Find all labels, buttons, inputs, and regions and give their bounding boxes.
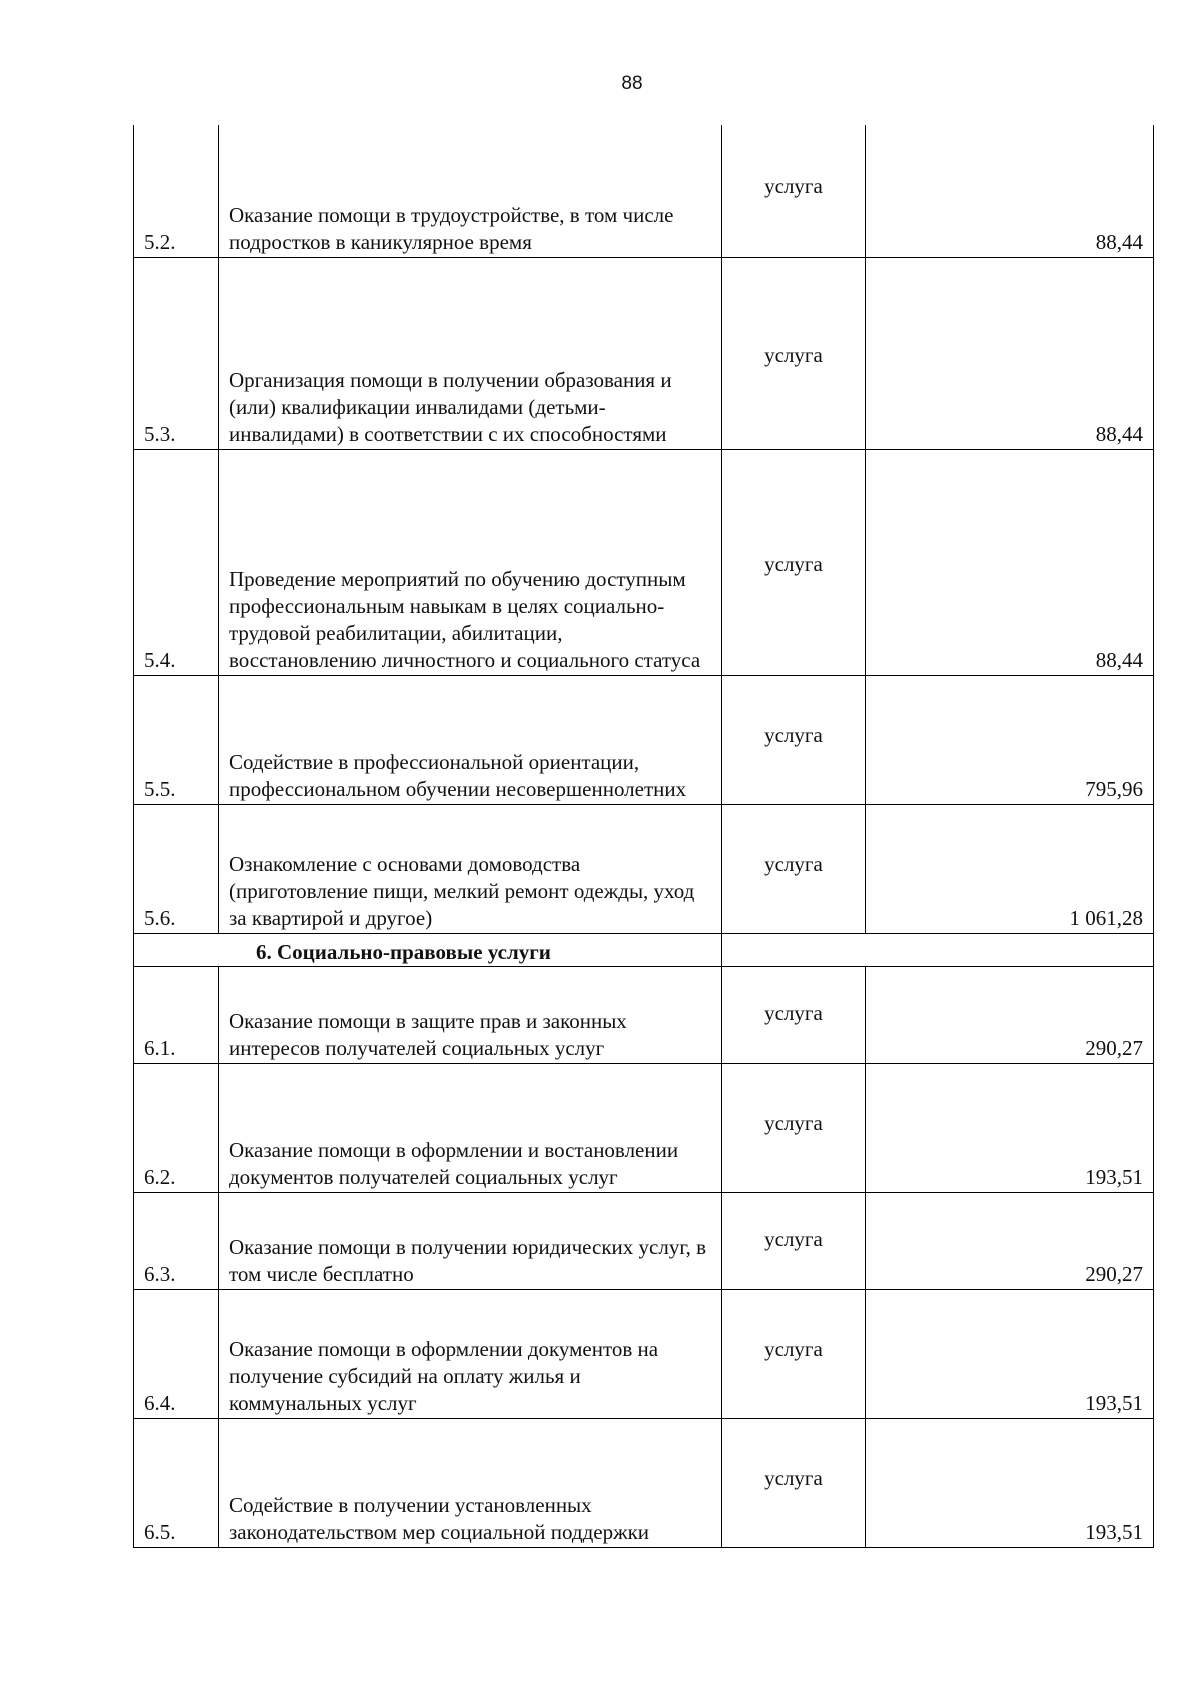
table-row [134, 966, 1154, 1063]
unit-of-measure: услуга [722, 675, 866, 804]
unit-of-measure: услуга [722, 1418, 866, 1547]
service-name: Оказание помощи в оформлении документов на получение субсидий на оплату жилья и коммунальных услуг [219, 1289, 722, 1418]
price-value: 290,27 [866, 1192, 1154, 1289]
service-name: Оказание помощи в трудоустройстве, в том числе подростков в каникулярное время [219, 125, 722, 257]
row-number: 5.6. [134, 804, 219, 933]
price-value: 1 061,28 [866, 804, 1154, 933]
section-title: 6. Социально-правовые услуги [134, 933, 722, 966]
service-name: Оказание помощи в получении юридических услуг, в том числе бесплатно [219, 1192, 722, 1289]
services-tariff-table [133, 125, 1154, 1548]
service-name: Оказание помощи в оформлении и востановлении документов получателей социальных услуг [219, 1063, 722, 1192]
table-row [134, 1289, 1154, 1418]
unit-of-measure: услуга [722, 125, 866, 257]
table-row [134, 449, 1154, 675]
table-row [134, 257, 1154, 449]
service-name: Оказание помощи в защите прав и законных интересов получателей социальных услуг [219, 966, 722, 1063]
price-value: 193,51 [866, 1418, 1154, 1547]
service-name: Проведение мероприятий по обучению доступным профессиональным навыкам в целях социально-трудовой реабилитации, абилитации, восстановлению личностного и социального статуса [219, 449, 722, 675]
row-number: 6.5. [134, 1418, 219, 1547]
row-number: 5.3. [134, 257, 219, 449]
row-number: 5.5. [134, 675, 219, 804]
unit-of-measure: услуга [722, 804, 866, 933]
unit-of-measure: услуга [722, 449, 866, 675]
price-value: 193,51 [866, 1289, 1154, 1418]
price-value: 795,96 [866, 675, 1154, 804]
price-value: 88,44 [866, 449, 1154, 675]
row-number: 6.3. [134, 1192, 219, 1289]
price-value: 290,27 [866, 966, 1154, 1063]
service-name: Ознакомление с основами домоводства (приготовление пищи, мелкий ремонт одежды, уход за квартирой и другое) [219, 804, 722, 933]
unit-of-measure: услуга [722, 1192, 866, 1289]
row-number: 5.4. [134, 449, 219, 675]
service-name: Содействие в профессиональной ориентации, профессиональном обучении несовершеннолетних [219, 675, 722, 804]
service-name: Содействие в получении установленных законодательством мер социальной поддержки [219, 1418, 722, 1547]
row-number: 6.2. [134, 1063, 219, 1192]
unit-of-measure: услуга [722, 1289, 866, 1418]
price-value: 193,51 [866, 1063, 1154, 1192]
table-row [134, 1192, 1154, 1289]
table-row [134, 125, 1154, 257]
row-number: 6.1. [134, 966, 219, 1063]
page-number: 88 [621, 73, 643, 94]
service-name: Организация помощи в получении образования и (или) квалификации инвалидами (детьми-инвалидами) в соответствии с их способностями [219, 257, 722, 449]
unit-of-measure: услуга [722, 966, 866, 1063]
table-row [134, 675, 1154, 804]
price-value: 88,44 [866, 257, 1154, 449]
row-number: 5.2. [134, 125, 219, 257]
table-row [134, 804, 1154, 933]
row-number: 6.4. [134, 1289, 219, 1418]
section-header-empty-cell [722, 933, 1154, 966]
price-value: 88,44 [866, 125, 1154, 257]
table-row [134, 1418, 1154, 1547]
section-header-row [134, 933, 1154, 966]
unit-of-measure: услуга [722, 257, 866, 449]
unit-of-measure: услуга [722, 1063, 866, 1192]
table-row [134, 1063, 1154, 1192]
